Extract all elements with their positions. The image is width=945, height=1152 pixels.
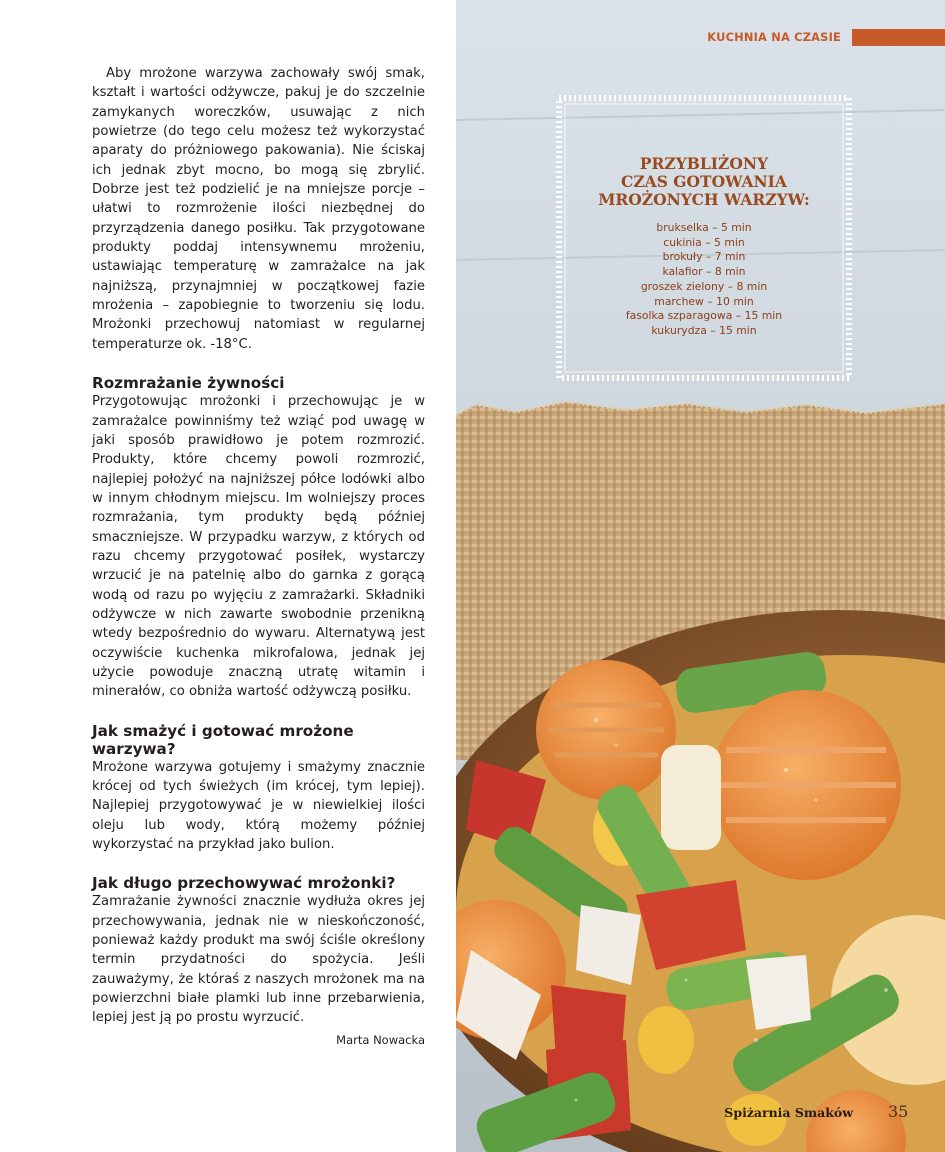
section-body: Mrożone warzywa gotujemy i smażymy znacznie krócej od tych świeżych (im krócej, tym lepiej). Najlepiej przygotowywać je w niewielkiej ilości oleju lub wody, którą możemy później wykorzystać na przykład jako bulion.: [92, 759, 425, 853]
section-body: Zamrażanie żywności znacznie wydłuża okres jej przechowywania, jednak nie w nieskończoność, ponieważ każdy produkt ma swój ściśle określony termin przydatności do spożycia. Jeśli zauważymy, że któraś z naszych mrożonek ma na powierzchni białe plamki lub inne przebarwienia, lepiej jest ją po prostu wyrzucić.: [92, 894, 425, 1026]
cooking-time-list: [566, 221, 842, 339]
list-item: cukinia – 5 min: [663, 235, 745, 249]
section-heading: Jak smażyć i gotować mrożone warzywa?: [92, 721, 354, 758]
article-column: [92, 64, 425, 1048]
magazine-name: Spiżarnia Smaków: [724, 1105, 853, 1120]
title-line-3: MROŻONYCH WARZYW:: [598, 190, 810, 209]
list-item: marchew – 10 min: [654, 294, 754, 308]
list-item: brukselka – 5 min: [656, 221, 752, 234]
title-line-2: CZAS GOTOWANIA: [621, 172, 787, 191]
article-author: Marta Nowacka: [336, 1032, 425, 1047]
section-heading: Rozmrażanie żywności: [92, 374, 285, 393]
article-intro: Aby mrożone warzywa zachowały swój smak, kształt i wartości odżywcze, pakuj je do szczelnie zamykanych woreczków, usuwając z nich powietrze (do tego celu możesz też wykorzystać aparaty do próżniowego pakowania). Nie ściskaj ich jednak zbyt mocno, bo mogą się zbrylić. Dobrze jest też podzielić je na mniejsze porcje – ułatwi to rozmrożenie ilości niezbędnej do przyrządzenia danego posiłku. Tak przygotowane produkty poddaj intensywnemu mrożeniu, ustawiając temperaturę w zamrażalce na jak najniższą, przynajmniej w początkowej fazie mrożenia – zapobiegnie to tworzeniu się lodu. Mrożonki przechowuj natomiast w regularnej temperaturze ok. -18°C.: [92, 66, 425, 352]
section-body: Przygotowując mrożonki i przechowując je w zamrażalce powinniśmy też wziąć pod uwagę w jaki sposób prawidłowo je potem rozmrozić. Produkty, które chcemy powoli rozmrozić, najlepiej położyć na najniższej półce lodówki albo w innym chłodnym miejscu. Im wolniejszy proces rozmrażania, tym produkty będą później smaczniejsze. W przypadku warzyw, z których od razu chcemy przygotować posiłek, wystarczy wrzucić je na patelnię albo do garnka z gorącą wodą od razu po wyjęciu z zamrażarki. Składniki odżywcze w nich zawarte swobodnie przenikną wtedy bezpośrednio do wywaru. Alternatywą jest oczywiście kuchenka mikrofalowa, jednak jej użycie powoduje znaczną utratę witamin i minerałów, co obniża wartość odżywczą posiłku.: [92, 394, 425, 700]
list-item: groszek zielony – 8 min: [640, 279, 768, 293]
section-heading: Jak długo przechowywać mrożonki?: [92, 874, 396, 893]
cooking-time-box: [556, 95, 852, 381]
list-item: kalafior – 8 min: [662, 265, 746, 279]
list-item: kukurydza – 15 min: [651, 323, 757, 337]
list-item: fasolka szparagowa – 15 min: [625, 309, 783, 323]
cooking-time-title: [566, 155, 842, 209]
list-item: brokuły – 7 min: [662, 250, 746, 264]
page-number: 35: [888, 1102, 909, 1121]
title-line-1: PRZYBLIŻONY: [639, 154, 769, 173]
section-accent-bar: [852, 29, 945, 46]
section-label: KUCHNIA NA CZASIE: [707, 30, 841, 44]
